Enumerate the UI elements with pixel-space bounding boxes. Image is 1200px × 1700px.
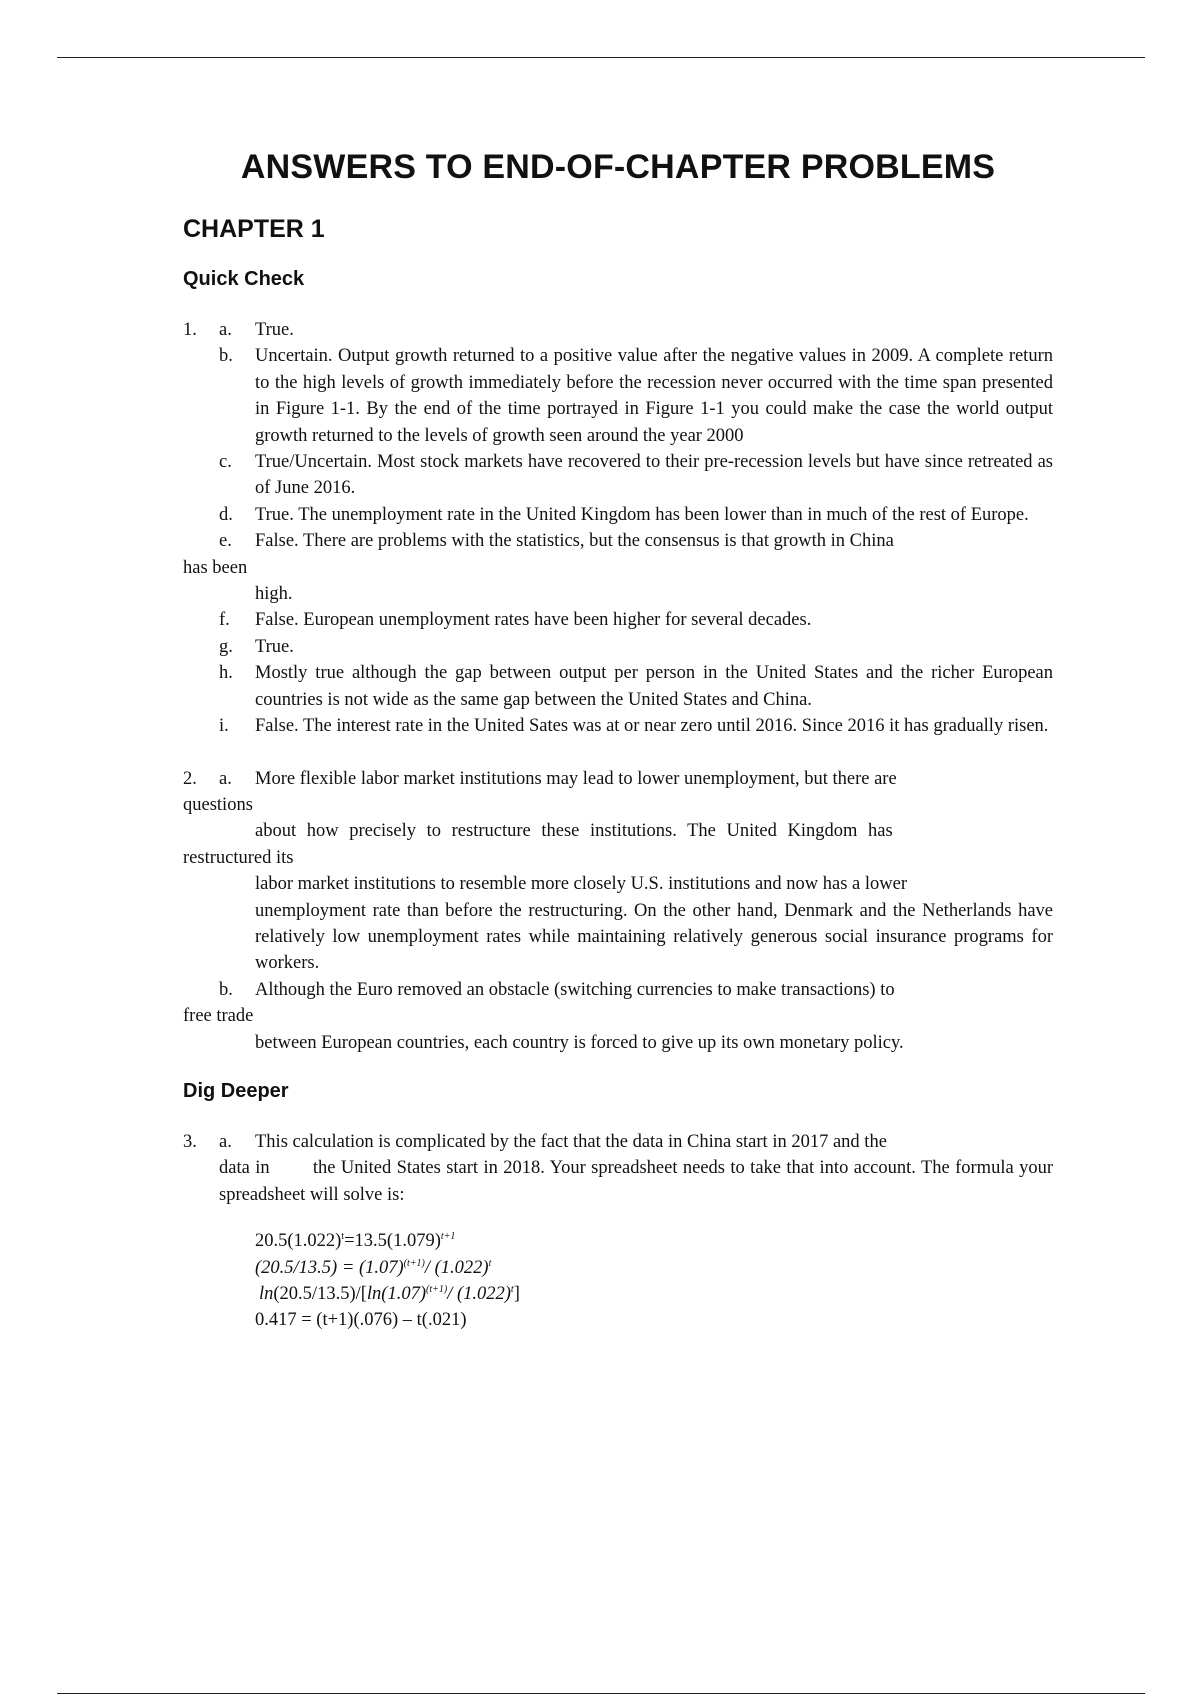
answer-text-continued: restructured its — [183, 847, 294, 868]
question-number: 2. — [183, 768, 197, 789]
formula-exponent: t — [341, 1231, 345, 1243]
top-rule — [57, 57, 1145, 58]
formula-exponent: (t+1) — [426, 1283, 448, 1295]
answer-text-continued: has been — [183, 557, 248, 578]
formula-line-3 — [255, 1281, 1053, 1307]
formula-exponent: t — [510, 1283, 514, 1295]
answer-text: False. There are problems with the statistics, but the consensus is that growth in China — [255, 531, 894, 552]
bottom-rule — [57, 1693, 1145, 1694]
formula-exponent: t — [488, 1257, 492, 1269]
question-3 — [183, 1129, 1077, 1334]
answer-letter: c. — [219, 452, 232, 473]
answer-letter: a. — [219, 1131, 232, 1152]
answer-letter: b. — [219, 979, 233, 1000]
formula-line-1 — [255, 1228, 1053, 1254]
question-1 — [183, 317, 1053, 740]
answer-1b — [183, 343, 1053, 449]
answer-letter: i. — [219, 716, 229, 737]
answer-text-continued: between European countries, each country is forced to give up its own monetary policy. — [255, 1032, 904, 1053]
formula-part: =13.5(1.079) — [344, 1231, 441, 1252]
answer-letter: h. — [219, 663, 233, 684]
formula-part: / (1.022) — [447, 1284, 511, 1304]
formula-part: 20.5(1.022) — [255, 1231, 342, 1252]
answer-2b — [183, 977, 1053, 1056]
page-title: ANSWERS TO END-OF-CHAPTER PROBLEMS — [240, 148, 996, 186]
answer-1g — [183, 634, 1053, 660]
answer-text-continued: high. — [255, 584, 293, 605]
answer-1c — [183, 449, 1053, 502]
formula-part: / (1.022) — [424, 1257, 489, 1278]
answer-1f — [183, 607, 1053, 633]
question-2 — [183, 766, 1053, 1056]
question-number: 1. — [183, 320, 197, 340]
formula-part: (20.5/13.5)/[ — [273, 1284, 367, 1304]
answer-1i — [183, 713, 1053, 739]
answer-text: True. — [255, 636, 294, 657]
section-heading-quick-check: Quick Check — [183, 268, 305, 290]
formula-exponent: t+1 — [440, 1231, 456, 1243]
answer-text: Mostly true although the gap between output per person in the United States and the richer European countries is not wide as the same gap between the United States and China. — [255, 663, 1053, 710]
answer-letter: f. — [219, 610, 230, 631]
answer-2a — [183, 766, 1053, 977]
formula-part: (20.5/13.5) = (1.07) — [255, 1257, 404, 1278]
section-heading-dig-deeper: Dig Deeper — [183, 1079, 289, 1102]
answer-letter: a. — [219, 768, 232, 789]
answer-1a — [183, 317, 1053, 343]
answer-1e — [183, 528, 1053, 607]
formula-exponent: (t+1) — [403, 1257, 425, 1269]
answer-text-continued: free trade — [183, 1006, 254, 1027]
answer-1d — [183, 502, 1053, 528]
answer-text-continued: labor market institutions to resemble more closely U.S. institutions and now has a lower — [255, 874, 908, 895]
answer-letter: b. — [219, 346, 233, 367]
formula-block — [183, 1228, 1053, 1334]
answer-text: Uncertain. Output growth returned to a positive value after the negative values in 2009. A complete return to the high levels of growth immediately before the recession never occurred with the time span presented in Figure 1-1. By the end of the time portrayed in Figure 1-1 you could make the case the world output growth returned to the levels of growth seen around the year 2000 — [255, 346, 1053, 446]
answer-letter: d. — [219, 504, 233, 525]
formula-part: ln(1.07) — [366, 1284, 426, 1304]
answer-letter: e. — [219, 531, 232, 552]
answer-text: True. — [255, 320, 294, 340]
answer-1h — [183, 660, 1053, 713]
answer-letter: a. — [219, 320, 232, 340]
answer-letter: g. — [219, 636, 233, 657]
document-page — [183, 140, 1077, 1334]
formula-part: ] — [513, 1284, 520, 1304]
answer-text: This calculation is complicated by the fact that the data in China start in 2017 and the — [255, 1131, 887, 1152]
answer-text-continued: about how precisely to restructure these institutions. The United Kingdom has — [255, 821, 893, 842]
formula-line-2 — [255, 1255, 1053, 1281]
answer-text-continued: data in the United States start in 2018. Your spreadsheet needs to take that into account. The formula your spreadsheet will solve is: — [219, 1158, 1077, 1205]
answer-text: True/Uncertain. Most stock markets have recovered to their pre-recession levels but have since retreated as of June 2016. — [255, 452, 1053, 499]
question-number: 3. — [183, 1131, 197, 1152]
answer-text: More flexible labor market institutions may lead to lower unemployment, but there are — [255, 768, 897, 789]
answer-text-continued: unemployment rate than before the restructuring. On the other hand, Denmark and the Netherlands have relatively low unemployment rates while maintaining relatively generous social insurance programs for workers. — [255, 900, 1053, 974]
answer-text: Although the Euro removed an obstacle (switching currencies to make transactions) to — [255, 979, 895, 1000]
answer-text: False. The interest rate in the United Sates was at or near zero until 2016. Since 2016 it has gradually risen. — [255, 716, 1049, 737]
formula-line-4: 0.417 = (t+1)(.076) – t(.021) — [255, 1310, 467, 1331]
chapter-heading: CHAPTER 1 — [183, 215, 325, 243]
formula-part: ln — [259, 1284, 274, 1304]
answer-text: True. The unemployment rate in the United Kingdom has been lower than in much of the rest of Europe. — [255, 504, 1029, 525]
answer-text: False. European unemployment rates have been higher for several decades. — [255, 610, 812, 631]
answer-text-continued: questions — [183, 794, 253, 815]
